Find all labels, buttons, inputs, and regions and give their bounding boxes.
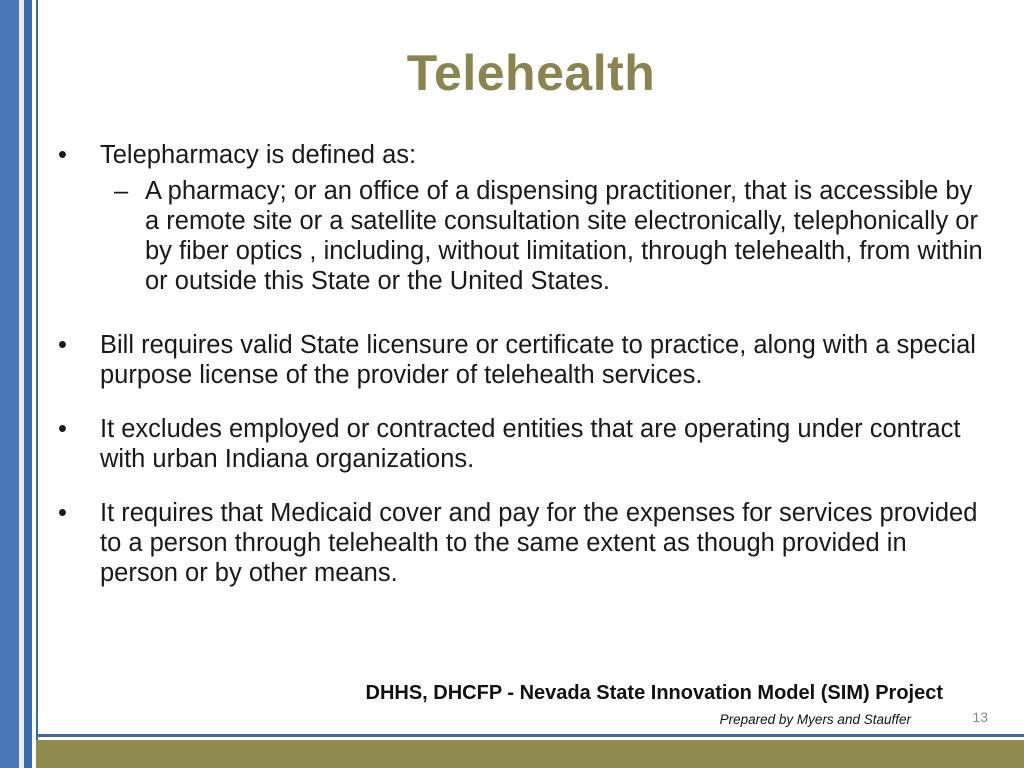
bullet-dot: •: [58, 499, 67, 527]
sub-bullet-dash: –: [114, 177, 129, 205]
bullet-dot: •: [58, 141, 67, 169]
bullet-text: It requires that Medicaid cover and pay for the expenses for services provided to a person through telehealth to the same extent as though provided in person or by other means.: [100, 499, 978, 587]
bottom-decor-line: [36, 734, 1024, 737]
sub-bullet-item: [58, 176, 988, 296]
bullet-text: Bill requires valid State licensure or certificate to practice, along with a special purpose license of the provider of telehealth services.: [100, 331, 976, 389]
bullet-text: It excludes employed or contracted entities that are operating under contract with urban Indiana organizations.: [100, 415, 961, 473]
page-number: 13: [972, 709, 988, 725]
bullet-dot: •: [58, 331, 67, 359]
left-decor-line: [36, 0, 38, 740]
bullet-dot: •: [58, 415, 67, 443]
left-decor-bar-inner: [24, 0, 32, 768]
left-decor-bar-outer: [0, 0, 19, 768]
bullet-item: [58, 140, 988, 170]
slide-content: [58, 140, 988, 588]
bullet-item: [58, 330, 988, 390]
bottom-decor-band: [36, 740, 1024, 768]
bullet-text: Telepharmacy is defined as:: [100, 141, 417, 169]
bullet-item: [58, 414, 988, 474]
footer-prepared-by: Prepared by Myers and Stauffer: [719, 712, 911, 727]
bullet-item: [58, 498, 988, 588]
footer-project-name: DHHS, DHCFP - Nevada State Innovation Model (SIM) Project: [365, 682, 943, 704]
sub-bullet-text: A pharmacy; or an office of a dispensing practitioner, that is accessible by a remote site or a satellite consultation site electronically, telephonically or by fiber optics , including, without limitation, through telehealth, from within or outside this State or the United States.: [145, 177, 983, 295]
slide-title: Telehealth: [406, 45, 656, 101]
